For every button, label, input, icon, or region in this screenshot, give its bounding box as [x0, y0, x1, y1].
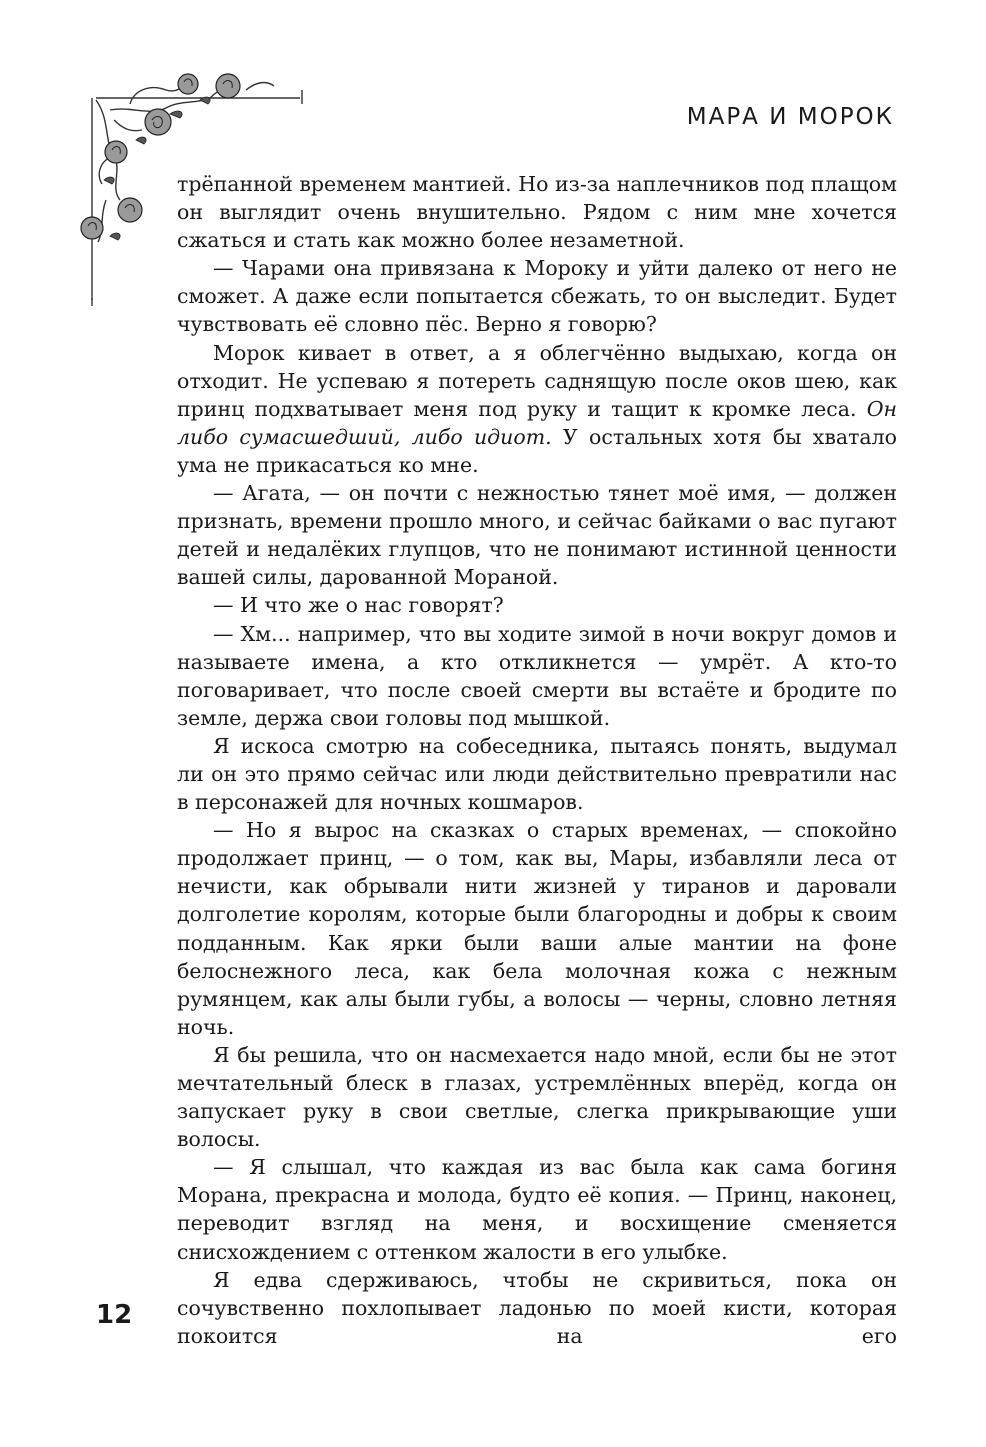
- paragraph: трёпанной временем мантией. Но из-за наплечников под плащом он выглядит очень внушительно. Рядом с ним мне хочется сжаться и стать как можно более незаметной.: [177, 172, 897, 253]
- page-number: 12: [96, 1300, 133, 1330]
- paragraph: — Но я вырос на сказках о старых временах, — спокойно продолжает принц, — о том, как вы, Мары, избавляли леса от нечисти, как обрывали нити жизней у тиранов и даровали долголетие королям, которые были благородны и добры к своим подданным. Как ярки были ваши алые мантии на фоне белоснежного леса, как бела молочная кожа с нежным румянцем, как алы были губы, а волосы — черны, словно летняя ночь.: [177, 818, 897, 1039]
- paragraph: Я искоса смотрю на собеседника, пытаясь понять, выдумал ли он это прямо сейчас или люди действительно превратили нас в персонажей для ночных кошмаров.: [177, 733, 897, 815]
- italic-thought: Он либо сумасшедший, либо идиот.: [177, 396, 897, 449]
- paragraph: — И что же о нас говорят?: [213, 593, 504, 618]
- paragraph: Морок кивает в ответ, а я облегчённо выдыхаю, когда он отходит. Не успеваю я потереть саднящую после оков шею, как принц подхватывает меня под руку и тащит к кромке леса. Он либо сумасшедший, либо идиот. У остальных хотя бы хватало ума не прикасаться ко мне.: [177, 340, 898, 477]
- paragraph: — Хм... например, что вы ходите зимой в ночи вокруг домов и называете имена, а кто откликнется — умрёт. А кто-то поговаривает, что после своей смерти вы встаёте и бродите по земле, держа свои головы под мышкой.: [177, 621, 897, 730]
- body-text: [177, 170, 897, 1350]
- running-head: МАРА И МОРОК: [686, 104, 894, 130]
- paragraph: Я бы решила, что он насмехается надо мной, если бы не этот мечтательный блеск в глазах, устремлённых вперёд, когда он запускает руку в свои светлые, слегка прикрывающие уши волосы.: [177, 1042, 897, 1152]
- paragraph: — Агата, — он почти с нежностью тянет моё имя, — должен признать, времени прошло много, и сейчас байками о вас пугают детей и недалёких глупцов, что не понимают истинной ценности вашей силы, дарованной Мораной.: [177, 481, 897, 590]
- paragraph: Я едва сдерживаюсь, чтобы не скривиться, пока он сочувственно похлопывает ладонью по моей кисти, которая покоится на его: [177, 1267, 897, 1348]
- paragraph: — Чарами она привязана к Мороку и уйти далеко от него не сможет. А даже если попытается сбежать, то он выследит. Будет чувствовать её словно пёс. Верно я говорю?: [177, 256, 897, 337]
- paragraph: — Я слышал, что каждая из вас была как сама богиня Морана, прекрасна и молода, будто её копия. — Принц, наконец, переводит взгляд на меня, и восхищение сменяется снисхождением с оттенком жалости в его улыбке.: [177, 1155, 897, 1264]
